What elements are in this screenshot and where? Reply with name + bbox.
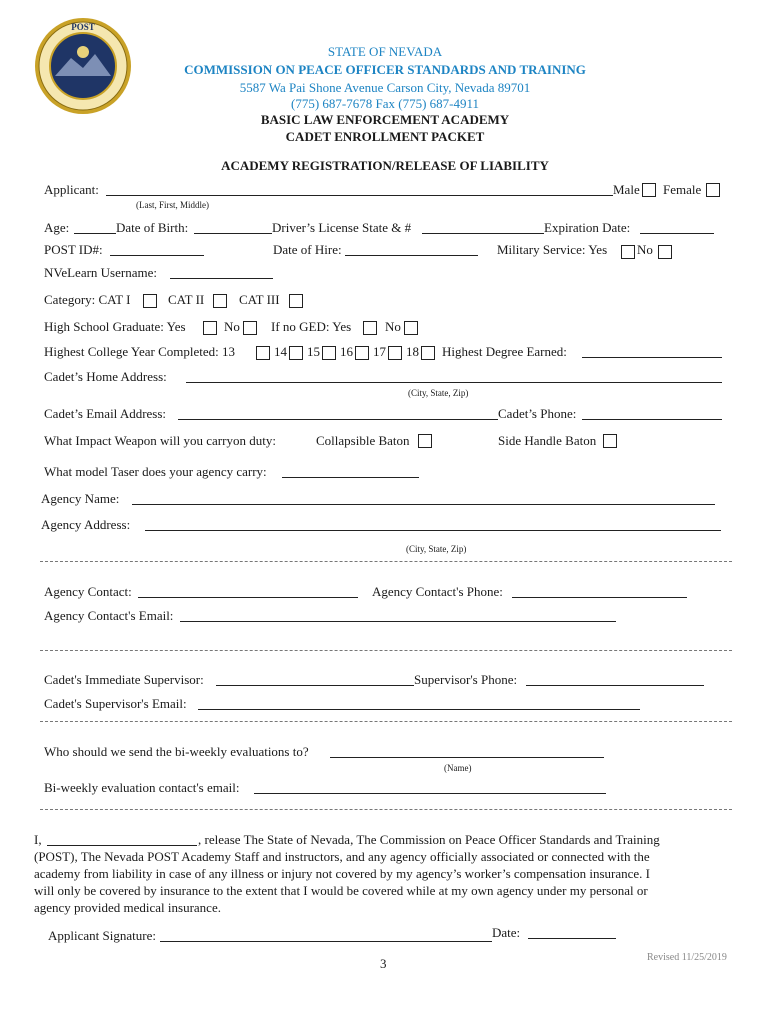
divider bbox=[40, 721, 732, 722]
signature-field[interactable] bbox=[160, 941, 492, 942]
hs-no-checkbox[interactable] bbox=[243, 321, 257, 335]
release-name-field[interactable] bbox=[47, 845, 197, 846]
year13-checkbox[interactable] bbox=[256, 346, 270, 360]
eval-email-label: Bi-weekly evaluation contact's email: bbox=[44, 780, 240, 795]
side-handle-baton-label: Side Handle Baton bbox=[498, 433, 597, 448]
side-handle-baton-checkbox[interactable] bbox=[603, 434, 617, 448]
agency-name-field[interactable] bbox=[132, 504, 715, 505]
ged-no-label: No bbox=[385, 319, 401, 334]
taser-field[interactable] bbox=[282, 477, 419, 478]
name-hint: (Last, First, Middle) bbox=[136, 200, 209, 210]
post-id-label: POST ID#: bbox=[44, 242, 103, 257]
applicant-field[interactable] bbox=[106, 195, 613, 196]
collapsible-baton-label: Collapsible Baton bbox=[316, 433, 410, 448]
license-field[interactable] bbox=[422, 233, 544, 234]
male-label: Male bbox=[613, 182, 640, 197]
year16-label: 16 bbox=[340, 344, 353, 359]
academy-title: BASIC LAW ENFORCEMENT ACADEMY bbox=[260, 112, 510, 127]
weapon-label: What Impact Weapon will you carryon duty: bbox=[44, 433, 276, 448]
collapsible-baton-checkbox[interactable] bbox=[418, 434, 432, 448]
college-year-label: Highest College Year Completed: 13 bbox=[44, 344, 236, 359]
agency-contact-label: Agency Contact: bbox=[44, 584, 132, 599]
cat2-label: CAT II bbox=[168, 292, 205, 307]
supervisor-label: Cadet's Immediate Supervisor: bbox=[44, 672, 204, 687]
name-hint-eval: (Name) bbox=[444, 763, 472, 773]
commission-title: COMMISSION ON PEACE OFFICER STANDARDS AND TRAINING bbox=[184, 62, 586, 77]
home-csz-hint: (City, State, Zip) bbox=[408, 388, 469, 398]
ged-yes-checkbox[interactable] bbox=[363, 321, 377, 335]
hs-yes-checkbox[interactable] bbox=[203, 321, 217, 335]
page-number: 3 bbox=[380, 956, 387, 971]
hire-date-field[interactable] bbox=[345, 255, 478, 256]
military-no-checkbox[interactable] bbox=[658, 245, 672, 259]
divider bbox=[40, 561, 732, 562]
release-line-1: , release The State of Nevada, The Commission on Peace Officer Standards and Training bbox=[198, 832, 660, 847]
cat1-checkbox[interactable] bbox=[143, 294, 157, 308]
year17-checkbox[interactable] bbox=[388, 346, 402, 360]
degree-label: Highest Degree Earned: bbox=[442, 344, 567, 359]
nvelearn-field[interactable] bbox=[170, 278, 273, 279]
agency-email-label: Agency Contact's Email: bbox=[44, 608, 174, 623]
release-line-3: academy from liability in case of any illness or injury not covered by my agency’s worker’s compensation insurance. I bbox=[34, 866, 650, 881]
seal-text: POST bbox=[71, 22, 95, 32]
signature-label: Applicant Signature: bbox=[48, 928, 156, 943]
agency-csz-hint: (City, State, Zip) bbox=[406, 544, 467, 554]
year14-checkbox[interactable] bbox=[289, 346, 303, 360]
female-checkbox[interactable] bbox=[706, 183, 720, 197]
ged-label: If no GED: Yes bbox=[271, 319, 352, 334]
year16-checkbox[interactable] bbox=[355, 346, 369, 360]
evaluations-label: Who should we send the bi-weekly evaluations to? bbox=[44, 744, 309, 759]
year18-checkbox[interactable] bbox=[421, 346, 435, 360]
supervisor-field[interactable] bbox=[216, 685, 414, 686]
agency-address-label: Agency Address: bbox=[41, 517, 131, 532]
home-address-field[interactable] bbox=[186, 382, 722, 383]
divider bbox=[40, 650, 732, 651]
military-label: Military Service: Yes bbox=[497, 242, 608, 257]
email-label: Cadet’s Email Address: bbox=[44, 406, 167, 421]
date-label: Date: bbox=[492, 925, 521, 940]
hs-no-label: No bbox=[224, 319, 240, 334]
cat3-checkbox[interactable] bbox=[289, 294, 303, 308]
degree-field[interactable] bbox=[582, 357, 722, 358]
age-label: Age: bbox=[44, 220, 70, 235]
address-line: 5587 Wa Pai Shone Avenue Carson City, Nevada 89701 bbox=[239, 80, 531, 95]
divider bbox=[40, 809, 732, 810]
release-line-4: will only be covered by insurance to the extent that I would be covered while at my own agency under my personal or bbox=[34, 883, 648, 898]
military-yes-checkbox[interactable] bbox=[621, 245, 635, 259]
phone-field[interactable] bbox=[582, 419, 722, 420]
phone-fax-line: (775) 687-7678 Fax (775) 687-4911 bbox=[291, 96, 479, 111]
agency-name-label: Agency Name: bbox=[41, 491, 120, 506]
hs-graduate-label: High School Graduate: Yes bbox=[44, 319, 186, 334]
agency-contact-field[interactable] bbox=[138, 597, 358, 598]
military-no-label: No bbox=[637, 242, 653, 257]
home-address-label: Cadet’s Home Address: bbox=[44, 369, 167, 384]
age-field[interactable] bbox=[74, 233, 116, 234]
phone-label: Cadet’s Phone: bbox=[498, 406, 577, 421]
female-label: Female bbox=[663, 182, 702, 197]
date-field[interactable] bbox=[528, 938, 616, 939]
year14-label: 14 bbox=[274, 344, 287, 359]
email-field[interactable] bbox=[178, 419, 498, 420]
revised-date: Revised 11/25/2019 bbox=[647, 952, 727, 963]
year17-label: 17 bbox=[373, 344, 386, 359]
dob-field[interactable] bbox=[194, 233, 272, 234]
state-title: STATE OF NEVADA bbox=[327, 44, 443, 59]
supervisor-phone-field[interactable] bbox=[526, 685, 704, 686]
agency-phone-label: Agency Contact's Phone: bbox=[372, 584, 503, 599]
section-title: ACADEMY REGISTRATION/RELEASE OF LIABILITY bbox=[221, 158, 549, 173]
category-label: Category: CAT I bbox=[44, 292, 131, 307]
expiration-label: Expiration Date: bbox=[544, 220, 631, 235]
dob-label: Date of Birth: bbox=[116, 220, 189, 235]
agency-phone-field[interactable] bbox=[512, 597, 687, 598]
evaluations-field[interactable] bbox=[330, 757, 604, 758]
agency-email-field[interactable] bbox=[180, 621, 616, 622]
packet-title: CADET ENROLLMENT PACKET bbox=[285, 129, 485, 144]
cat2-checkbox[interactable] bbox=[213, 294, 227, 308]
year15-checkbox[interactable] bbox=[322, 346, 336, 360]
male-checkbox[interactable] bbox=[642, 183, 656, 197]
expiration-field[interactable] bbox=[640, 233, 714, 234]
nvelearn-label: NVeLearn Username: bbox=[44, 265, 157, 280]
supervisor-email-label: Cadet's Supervisor's Email: bbox=[44, 696, 187, 711]
eval-email-field[interactable] bbox=[254, 793, 606, 794]
ged-no-checkbox[interactable] bbox=[404, 321, 418, 335]
supervisor-email-field[interactable] bbox=[198, 709, 640, 710]
release-line-5: agency provided medical insurance. bbox=[34, 900, 221, 915]
hire-date-label: Date of Hire: bbox=[273, 242, 342, 257]
license-label: Driver’s License State & # bbox=[272, 220, 412, 235]
post-id-field[interactable] bbox=[110, 255, 204, 256]
release-line-2: (POST), The Nevada POST Academy Staff and instructors, and any agency officially associated or connected with the bbox=[34, 849, 650, 864]
cat3-label: CAT III bbox=[239, 292, 280, 307]
year15-label: 15 bbox=[307, 344, 320, 359]
agency-address-field[interactable] bbox=[145, 530, 721, 531]
applicant-label: Applicant: bbox=[44, 182, 99, 197]
release-i: I, bbox=[34, 832, 42, 847]
taser-label: What model Taser does your agency carry: bbox=[44, 464, 267, 479]
year18-label: 18 bbox=[406, 344, 419, 359]
supervisor-phone-label: Supervisor's Phone: bbox=[414, 672, 518, 687]
